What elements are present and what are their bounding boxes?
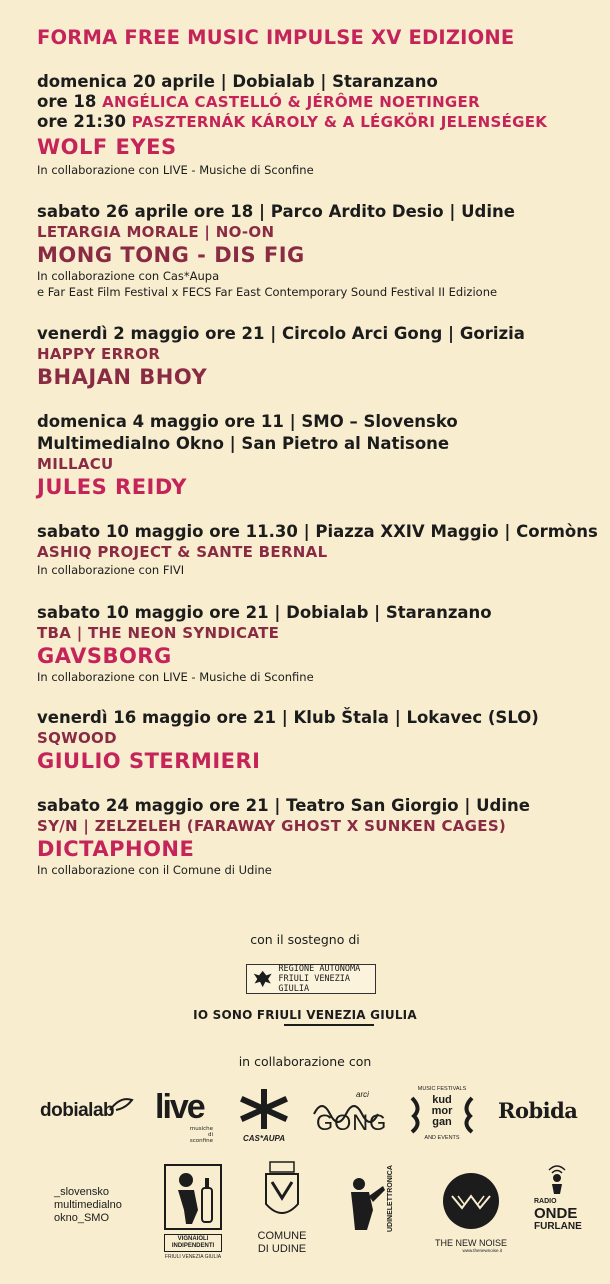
vignaioli-line-3: FRIULI VENEZIA GIULIA xyxy=(164,1254,222,1260)
kud-bottom-text: AND EVENTS xyxy=(424,1135,460,1141)
collab-note: In collaborazione con LIVE - Musiche di Sconfine xyxy=(37,670,314,684)
headliner: JULES REIDY xyxy=(37,475,187,499)
new-noise-wave-icon xyxy=(442,1172,500,1230)
event-8 xyxy=(37,796,597,878)
support-artist: LETARGIA MORALE | NO-ON xyxy=(37,223,275,241)
event-date-line: domenica 4 maggio ore 11 | SMO – Slovensko xyxy=(37,412,458,431)
vignaioli-line-1: VIGNAIOLI xyxy=(177,1236,209,1242)
smo-logo xyxy=(54,1186,122,1225)
headliner: BHAJAN BHOY xyxy=(37,365,208,389)
headliner: GIULIO STERMIERI xyxy=(37,749,261,773)
support-artist: HAPPY ERROR xyxy=(37,345,161,363)
headliner: GAVSBORG xyxy=(37,644,172,668)
event-date-line: venerdì 2 maggio ore 21 | Circolo Arci Gong | Gorizia xyxy=(37,324,525,343)
event-5 xyxy=(37,522,597,578)
collab-note: In collaborazione con Cas*Aupa xyxy=(37,269,220,283)
page-title: FORMA FREE MUSIC IMPULSE XV EDIZIONE xyxy=(37,26,515,49)
event-date-line: sabato 10 maggio ore 11.30 | Piazza XXIV Maggio | Cormòns xyxy=(37,522,598,541)
headliner: WOLF EYES xyxy=(37,135,177,159)
collab-note: e Far East Film Festival x FECS Far East Contemporary Sound Festival II Edizione xyxy=(37,285,498,299)
event-3 xyxy=(37,324,597,390)
newnoise-url: www.thenewnoise.it xyxy=(462,1248,502,1253)
dobialab-text: dobialab xyxy=(40,1100,115,1121)
comune-line-1: COMUNE xyxy=(257,1230,307,1242)
collab-note: In collaborazione con LIVE - Musiche di Sconfine xyxy=(37,163,314,177)
sostegno-label: con il sostegno di xyxy=(250,932,360,947)
region-text xyxy=(278,964,375,994)
arci-text: arci xyxy=(356,1090,369,1099)
event-date-line: venerdì 16 maggio ore 21 | Klub Štala | Lokavec (SLO) xyxy=(37,708,539,727)
dobialab-logo xyxy=(40,1100,114,1122)
casaupa-text: CAS*AUPA xyxy=(242,1134,286,1143)
support-artist: ASHIQ PROJECT & SANTE BERNAL xyxy=(37,543,328,561)
kud-main-3: gan xyxy=(432,1116,452,1128)
smo-line-1: _slovensko xyxy=(54,1186,110,1198)
onde-line-1: RADIO xyxy=(534,1198,557,1205)
radio-onde-furlane-logo xyxy=(534,1164,584,1236)
event-4 xyxy=(37,412,597,500)
udinelettronica-logo xyxy=(343,1165,401,1232)
comune-line-2: DI UDINE xyxy=(257,1243,307,1255)
onde-line-3: FURLANE xyxy=(534,1221,582,1232)
kud-top-text: MUSIC FESTIVALS xyxy=(417,1086,467,1092)
headliner: MONG TONG - DIS FIG xyxy=(37,243,305,267)
gong-text: GONG xyxy=(316,1110,388,1135)
star-burst-icon xyxy=(238,1088,290,1130)
dobialab-swoosh-icon xyxy=(108,1094,134,1114)
coat-of-arms-icon xyxy=(260,1160,304,1226)
support-artist: SQWOOD xyxy=(37,729,117,747)
vignaioli-logo xyxy=(164,1164,222,1260)
kud-main-2: mor xyxy=(431,1105,453,1117)
event-date-line: sabato 10 maggio ore 21 | Dobialab | Staranzano xyxy=(37,603,492,622)
event-time-row xyxy=(37,112,597,132)
io-sono-underline xyxy=(284,1024,374,1026)
smo-line-2: multimedialno xyxy=(54,1199,122,1211)
live-sub-2: sconfine xyxy=(189,1138,213,1144)
event-6 xyxy=(37,603,597,685)
thenewnoise-logo xyxy=(432,1172,510,1252)
collaborazione-label: in collaborazione con xyxy=(238,1054,372,1069)
support-artist: ANGÉLICA CASTELLÓ & JÉRÔME NOETINGER xyxy=(102,93,480,111)
eagle-icon xyxy=(251,966,274,992)
support-artist: TBA | THE NEON SYNDICATE xyxy=(37,624,280,642)
smo-line-3: okno_SMO xyxy=(54,1212,110,1224)
event-1 xyxy=(37,72,597,178)
event-date-line: sabato 24 maggio ore 21 | Teatro San Giorgio | Udine xyxy=(37,796,530,815)
headliner: DICTAPHONE xyxy=(37,837,195,861)
kudmorgan-logo xyxy=(408,1086,476,1144)
casaupa-logo xyxy=(238,1088,290,1144)
live-sub-1: musiche di xyxy=(189,1126,213,1138)
onde-line-2: ONDE xyxy=(534,1205,578,1222)
region-line-1: REGIONE AUTONOMA xyxy=(278,964,361,974)
support-artist: PASZTERNÁK KÁROLY & A LÉGKÖRI JELENSÉGEK xyxy=(131,113,548,131)
robida-logo xyxy=(498,1098,577,1123)
robida-text: Robida xyxy=(498,1098,578,1123)
vignaioli-line-2: INDIPENDENTI xyxy=(171,1243,215,1249)
live-text: live xyxy=(155,1088,204,1126)
region-line-2: FRIULI VENEZIA GIULIA xyxy=(278,974,351,994)
gong-logo xyxy=(312,1090,388,1138)
support-artist: MILLACU xyxy=(37,455,114,473)
event-date-line-2: Multimedialno Okno | San Pietro al Natisone xyxy=(37,434,450,453)
event-time-row xyxy=(37,92,597,112)
radio-mascot-icon xyxy=(546,1164,568,1194)
event-time: ore 18 xyxy=(37,92,97,111)
kud-main-1: kud xyxy=(432,1094,452,1106)
event-time: ore 21:30 xyxy=(37,112,126,131)
udinelettronica-text: UDINELETTRONICA xyxy=(387,1165,394,1232)
region-logo xyxy=(246,964,376,994)
collab-note: In collaborazione con il Comune di Udine xyxy=(37,863,272,877)
collab-note: In collaborazione con FIVI xyxy=(37,563,185,577)
event-2 xyxy=(37,202,597,300)
vignaioli-figure-icon xyxy=(164,1164,222,1230)
io-sono-fvg: IO SONO FRIULI VENEZIA GIULIA xyxy=(193,1008,417,1022)
event-date-line: sabato 26 aprile ore 18 | Parco Ardito Desio | Udine xyxy=(37,202,515,221)
newnoise-text: THE NEW NOISE xyxy=(434,1238,507,1248)
event-date-line: domenica 20 aprile | Dobialab | Staranzano xyxy=(37,72,438,91)
event-7 xyxy=(37,708,597,774)
comune-udine-logo xyxy=(252,1160,312,1258)
live-logo xyxy=(155,1088,215,1144)
support-artist: SY/N | ZELZELEH (FARAWAY GHOST X SUNKEN CAGES) xyxy=(37,817,507,835)
musician-silhouette-icon xyxy=(343,1174,387,1232)
